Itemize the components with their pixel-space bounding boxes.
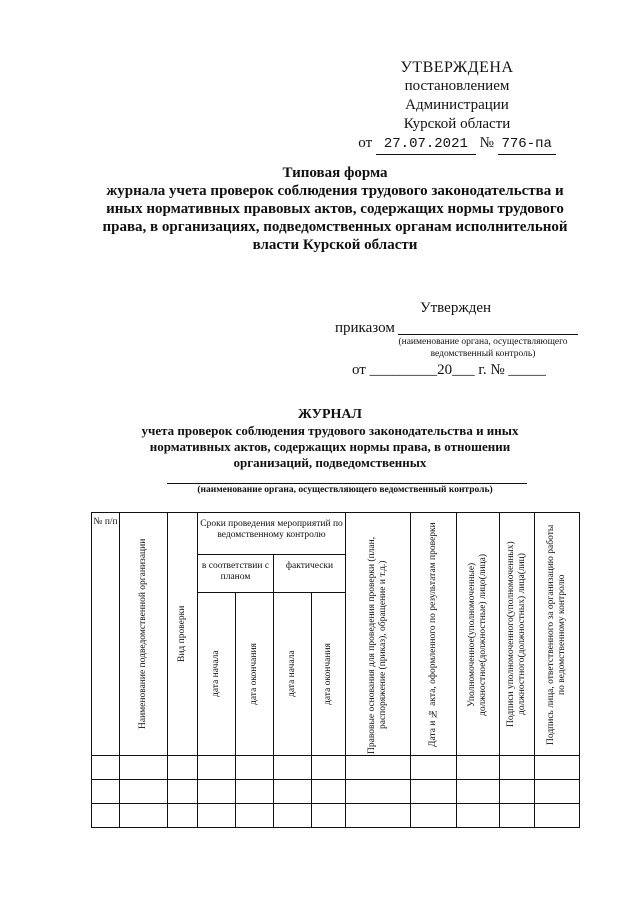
- approval-date-line: [352, 134, 562, 155]
- table-row: [92, 780, 580, 804]
- col-responsible-text: Подпись лица, ответственного за организацию работы по ведомственному контролю: [546, 523, 568, 745]
- order-note-line-2: ведомственный контроль): [430, 349, 536, 359]
- col-org-name-header: [120, 513, 168, 756]
- journal-authority-line: [167, 483, 527, 484]
- order-by-label: приказом: [335, 320, 395, 336]
- journal-table: [91, 512, 580, 828]
- order-approved-label: Утвержден: [420, 300, 492, 316]
- order-note-line-1: (наименование органа, осуществляющего: [398, 337, 568, 347]
- approval-date: 27.07.2021: [376, 135, 476, 155]
- form-title: [100, 164, 570, 254]
- form-title-line-1: Типовая форма: [282, 165, 388, 181]
- form-title-line-5: власти Курской области: [252, 237, 418, 253]
- table-row: [92, 804, 580, 828]
- col-plan-start-text: дата начала: [211, 650, 221, 698]
- col-fact-end-text: дата окончания: [323, 643, 334, 705]
- col-fact-start-text: дата начала: [287, 650, 297, 698]
- col-legal-basis-header: [346, 513, 411, 756]
- approval-block: [352, 58, 562, 155]
- form-title-line-2: журнала учета проверок соблюдения трудового законодательства и: [106, 183, 564, 199]
- col-plan-header: в соответствии с планом: [198, 555, 274, 593]
- approval-line-1: постановлением Администрации: [404, 78, 510, 113]
- order-authority-note: [388, 336, 578, 360]
- col-officials-header: [457, 513, 500, 756]
- journal-line-1: учета проверок соблюдения трудового законодательства и иных: [141, 423, 519, 438]
- journal-authority-note: (наименование органа, осуществляющего ведомственный контроль): [197, 485, 493, 495]
- approval-number: 776-па: [498, 135, 556, 155]
- form-title-line-4: права, в организациях, подведомственных органам исполнительной: [102, 219, 568, 235]
- approval-heading: УТВЕРЖДЕНА: [400, 59, 514, 76]
- col-responsible-header: [535, 513, 580, 756]
- order-date-line: от _________20___ г. № _____: [352, 362, 546, 378]
- approval-line-2: Курской области: [403, 116, 511, 132]
- journal-title: [130, 407, 530, 471]
- col-check-type-header: [168, 513, 198, 756]
- col-number-header: № п/п: [92, 513, 120, 756]
- form-title-line-3: иных нормативных правовых актов, содержащих нормы трудового: [106, 201, 564, 217]
- order-authority-line: [398, 334, 578, 335]
- col-act-header: [411, 513, 457, 756]
- col-act-text: Дата и № акта, оформленного по результатам проверки: [428, 521, 439, 747]
- col-signature-text: Подписи уполномоченного(уполномоченных) должностного(должностных) лица(лиц): [506, 541, 528, 727]
- col-org-name-text: Наименование подведомственной организации: [138, 538, 148, 730]
- col-check-type-text: Вид проверки: [177, 605, 187, 663]
- col-plan-start-header: [198, 593, 236, 756]
- col-fact-header: фактически: [274, 555, 346, 593]
- col-officials-text: Уполномоченное(уполномоченные) должностное(должностные) лицо(лица): [467, 552, 489, 716]
- journal-line-3: организаций, подведомственных: [233, 455, 427, 470]
- approval-number-sign: №: [479, 135, 494, 151]
- col-plan-end-text: дата окончания: [249, 643, 259, 705]
- table-row: [92, 756, 580, 780]
- approval-from: от: [358, 135, 373, 151]
- col-plan-end-header: [236, 593, 274, 756]
- col-legal-basis-text: Правовые основания для проведения проверки (план, распоряжение (приказ), обращение и т.д.): [367, 536, 389, 754]
- journal-heading: ЖУРНАЛ: [298, 407, 362, 422]
- col-terms-header: Сроки проведения мероприятий по ведомственному контролю: [198, 513, 346, 555]
- journal-line-2: нормативных актов, содержащих нормы права, в отношении: [149, 439, 511, 454]
- col-signature-header: [500, 513, 535, 756]
- col-fact-end-header: [312, 593, 346, 756]
- col-fact-start-header: [274, 593, 312, 756]
